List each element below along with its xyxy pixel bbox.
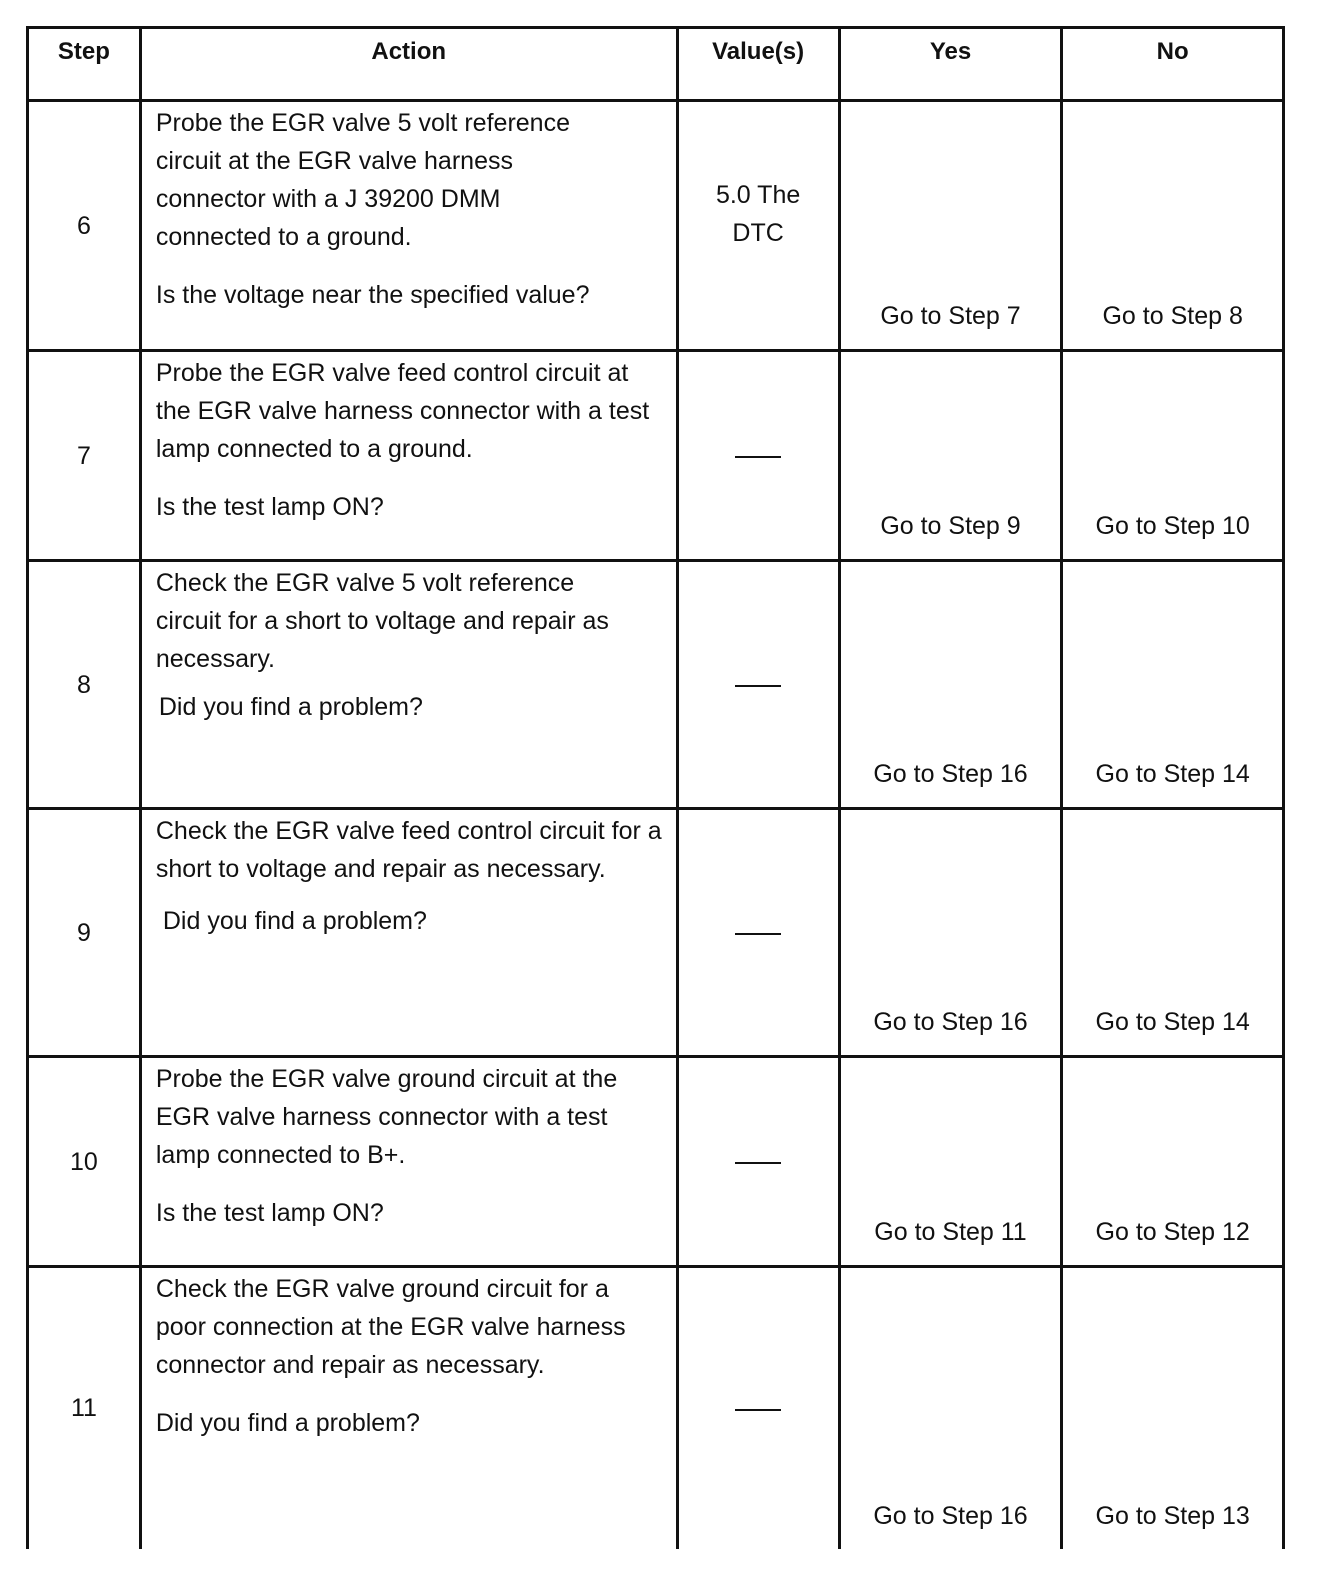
value-text: 5.0 The DTC — [715, 181, 801, 247]
yes-action: Go to Step 16 — [839, 809, 1062, 1057]
action-cell — [140, 809, 677, 1057]
no-action: Go to Step 12 — [1062, 1057, 1284, 1267]
table-row — [28, 351, 1284, 561]
table-row — [28, 101, 1284, 351]
table-row — [28, 809, 1284, 1057]
no-action: Go to Step 13 — [1062, 1267, 1284, 1549]
header-values: Value(s) — [677, 28, 839, 101]
diagnostic-steps-table — [26, 26, 1285, 1549]
question-text: Did you find a problem? — [155, 1409, 420, 1437]
action-text: Probe the EGR valve feed control circuit at the EGR valve harness connector with a test lamp connected to a ground. — [155, 359, 650, 463]
no-action: Go to Step 14 — [1062, 809, 1284, 1057]
action-cell — [140, 351, 677, 561]
action-cell — [140, 101, 677, 351]
action-text: Check the EGR valve ground circuit for a poor connection at the EGR valve harness connector and repair as necessary. — [155, 1275, 626, 1379]
step-number: 6 — [28, 101, 141, 351]
header-yes: Yes — [839, 28, 1062, 101]
question-text: Is the voltage near the specified value? — [155, 281, 590, 309]
action-text: Probe the EGR valve 5 volt reference circuit at the EGR valve harness connector with a J 39200 DMM connected to a ground. — [155, 109, 570, 251]
action-text: Check the EGR valve feed control circuit for a short to voltage and repair as necessary. — [155, 817, 662, 883]
step-number: 8 — [28, 561, 141, 809]
value-cell — [677, 1267, 839, 1549]
step-number: 11 — [28, 1267, 141, 1549]
value-dash — [735, 933, 781, 935]
question-text: Is the test lamp ON? — [155, 1199, 384, 1227]
yes-action: Go to Step 16 — [839, 561, 1062, 809]
table-row — [28, 561, 1284, 809]
value-cell — [677, 1057, 839, 1267]
action-cell — [140, 561, 677, 809]
action-cell — [140, 1267, 677, 1549]
table-row — [28, 1057, 1284, 1267]
question-text: Is the test lamp ON? — [155, 493, 384, 521]
question-text: Did you find a problem? — [158, 693, 423, 721]
value-cell — [677, 561, 839, 809]
value-cell — [677, 101, 839, 351]
no-action: Go to Step 10 — [1062, 351, 1284, 561]
value-cell — [677, 809, 839, 1057]
header-action: Action — [140, 28, 677, 101]
question-text: Did you find a problem? — [162, 907, 427, 935]
no-action: Go to Step 14 — [1062, 561, 1284, 809]
step-number: 7 — [28, 351, 141, 561]
yes-action: Go to Step 7 — [839, 101, 1062, 351]
value-dash — [735, 456, 781, 458]
value-cell — [677, 351, 839, 561]
header-step: Step — [28, 28, 141, 101]
yes-action: Go to Step 16 — [839, 1267, 1062, 1549]
value-dash — [735, 1409, 781, 1411]
action-text: Probe the EGR valve ground circuit at the EGR valve harness connector with a test lamp connected to B+. — [155, 1065, 618, 1169]
value-dash — [735, 685, 781, 687]
header-no: No — [1062, 28, 1284, 101]
step-number: 10 — [28, 1057, 141, 1267]
header-row — [28, 28, 1284, 101]
no-action: Go to Step 8 — [1062, 101, 1284, 351]
table-row — [28, 1267, 1284, 1549]
yes-action: Go to Step 9 — [839, 351, 1062, 561]
step-number: 9 — [28, 809, 141, 1057]
yes-action: Go to Step 11 — [839, 1057, 1062, 1267]
value-dash — [735, 1162, 781, 1164]
action-text: Check the EGR valve 5 volt reference circuit for a short to voltage and repair as necessary. — [155, 569, 609, 673]
action-cell — [140, 1057, 677, 1267]
